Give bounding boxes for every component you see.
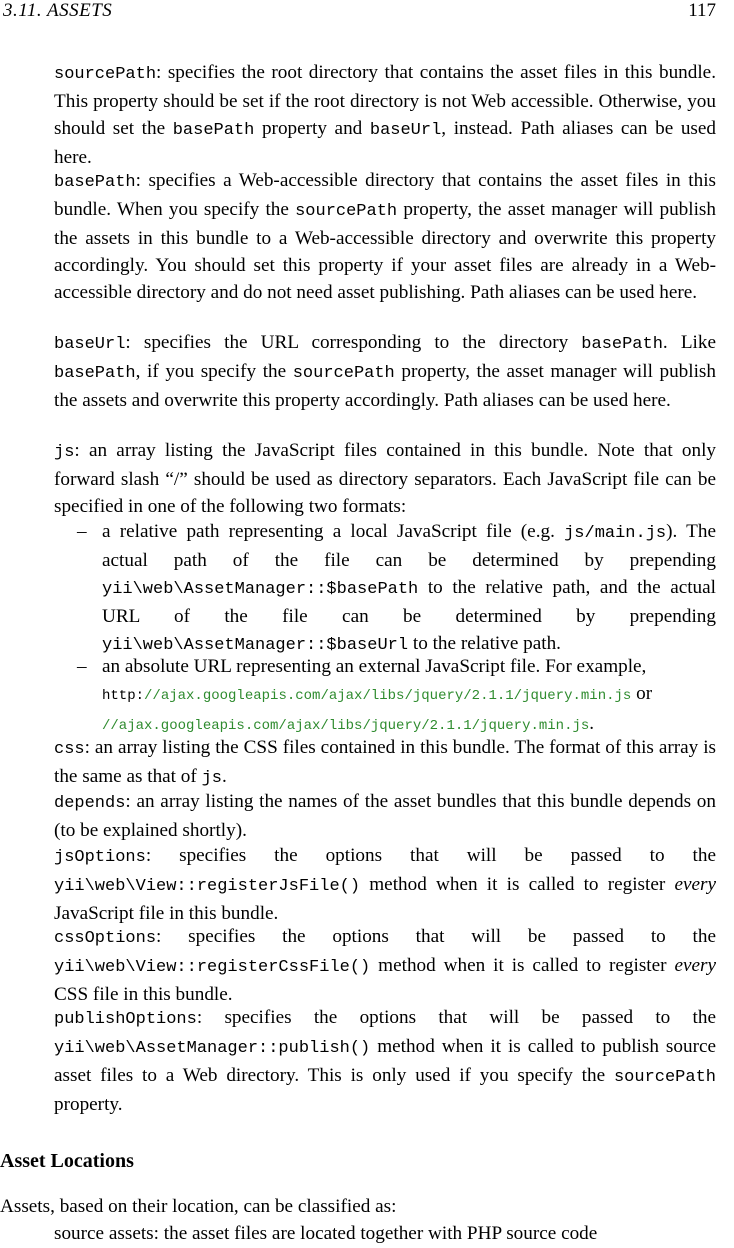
property-name: css — [54, 740, 85, 759]
bullet-dash: – — [77, 656, 87, 677]
page-number: 117 — [688, 0, 716, 21]
property-name: jsOptions — [54, 848, 146, 867]
property-cssoptions: cssOptions: specifies the options that will be passed to the yii\web\View::registerCssFile() method when it is called to register every CSS file in this bundle. — [54, 926, 716, 1005]
property-baseurl: baseUrl: specifies the URL corresponding to the directory basePath. Like basePath, if you specify the sourcePath property, the asset manager will publish the assets and overwrite this property accordingly. Path aliases can be used here. — [54, 332, 716, 411]
section-intro: Assets, based on their location, can be classified as: — [0, 1196, 397, 1217]
property-css: css: an array listing the CSS files contained in this bundle. The format of this array is the same as that of js. — [54, 737, 716, 788]
cdn-url: //ajax.googleapis.com/ajax/libs/jquery/2.1.1/jquery.min.js — [144, 688, 632, 704]
property-name: js — [54, 443, 75, 462]
property-depends: depends: an array listing the names of the asset bundles that this bundle depends on (to be explained shortly). — [54, 791, 716, 841]
chapter-title: 3.11. ASSETS — [3, 0, 113, 21]
section-heading: Asset Locations — [0, 1150, 134, 1172]
property-publishoptions: publishOptions: specifies the options that will be passed to the yii\web\AssetManager::publish() method when it is called to publish source asset files to a Web directory. This is only used if you specify the sourcePath property. — [54, 1007, 716, 1115]
property-name: depends — [54, 794, 126, 813]
bullet-dash: – — [77, 521, 87, 542]
list-item: source assets: the asset files are located together with PHP source code — [54, 1223, 598, 1244]
property-basepath: basePath: specifies a Web-accessible directory that contains the asset files in this bundle. When you specify the sourcePath property, the asset manager will publish the assets in this bundle to a Web-accessible directory and overwrite this property accordingly. You should set this property if your asset files are already in a Web-accessible directory and do not need asset publishing. Path aliases can be used here. — [54, 170, 716, 303]
property-name: cssOptions — [54, 929, 157, 948]
property-name: basePath — [54, 173, 136, 192]
property-js: js: an array listing the JavaScript files contained in this bundle. Note that only forward slash “/” should be used as directory separators. Each JavaScript file can be specified in one of the following two formats: — [54, 440, 716, 517]
property-name: baseUrl — [54, 335, 126, 354]
property-name: sourcePath — [54, 65, 157, 84]
js-format-absolute: an absolute URL representing an external JavaScript file. For example, http://ajax.googleapis.com/ajax/libs/jquery/2.1.1/jquery.min.js or //ajax.googleapis.com/ajax/libs/jquery/2.1.1/jquery.min.js. — [102, 656, 653, 734]
running-header — [0, 0, 716, 22]
property-sourcepath: sourcePath: specifies the root directory that contains the asset files in this bundle. This property should be set if the root directory is not Web accessible. Otherwise, you should set the basePath property and baseUrl, instead. Path aliases can be used here. — [54, 62, 716, 168]
js-format-relative: a relative path representing a local JavaScript file (e.g. js/main.js). The actual path of the file can be determined by prepending yii\web\AssetManager::$basePath to the relative path, and the actual URL of the file can be determined by prepending yii\web\AssetManager::$baseUrl to the relative path. — [102, 521, 716, 655]
property-name: publishOptions — [54, 1010, 197, 1029]
cdn-url: //ajax.googleapis.com/ajax/libs/jquery/2.1.1/jquery.min.js — [102, 718, 590, 734]
property-jsoptions: jsOptions: specifies the options that will be passed to the yii\web\View::registerJsFile() method when it is called to register every JavaScript file in this bundle. — [54, 845, 716, 924]
